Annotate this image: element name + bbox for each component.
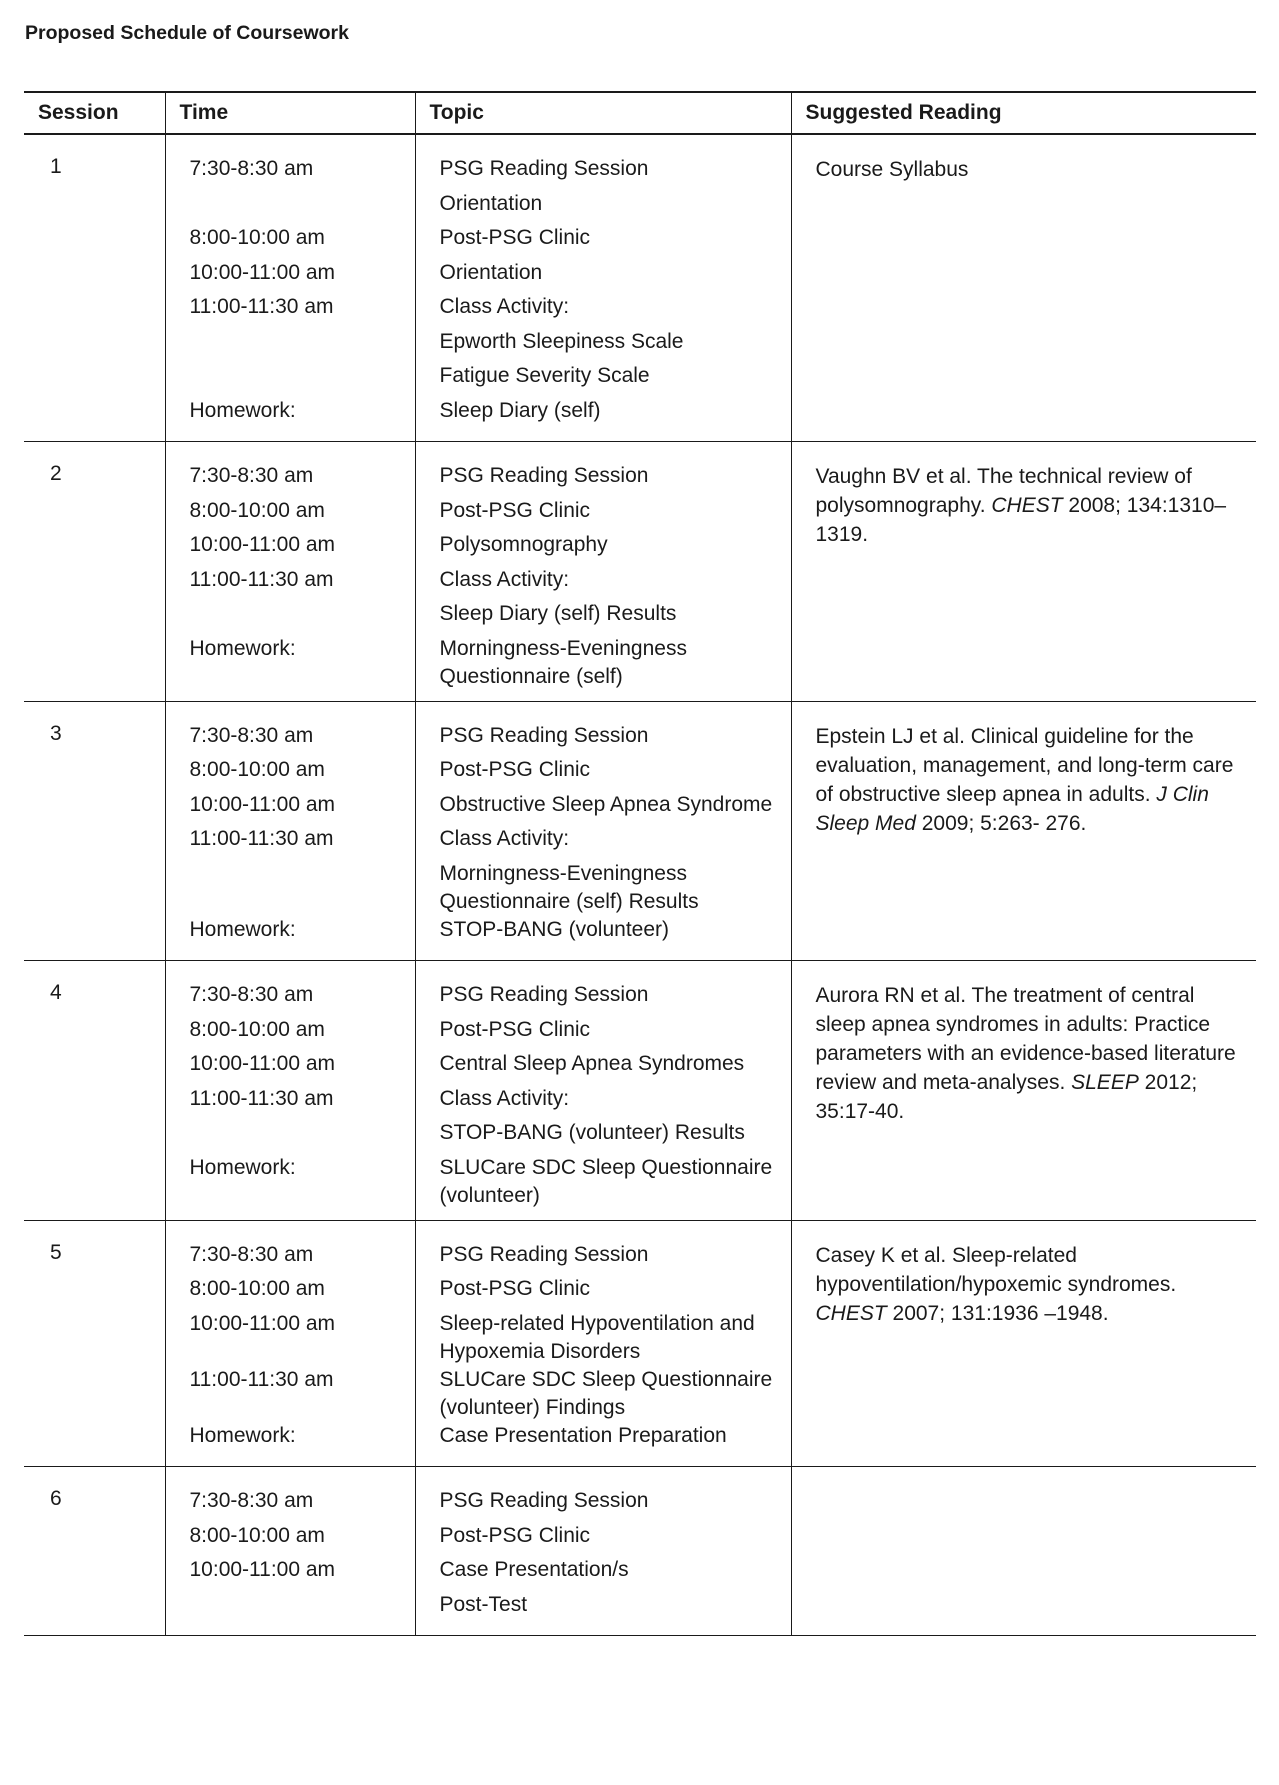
topic-item: Morningness-Eveningness Questionnaire (self) Results	[439, 861, 699, 913]
time-slot: 7:30-8:30 am	[189, 464, 314, 487]
reading-reference	[816, 155, 1247, 184]
reading-text: 2012; 35:17-40.	[815, 1071, 1198, 1123]
session-row	[24, 134, 1256, 442]
journal-name: J Clin Sleep Med	[815, 782, 1209, 835]
session-number: 1	[24, 134, 165, 442]
time-slot: 11:00-11:30 am	[189, 567, 334, 591]
topic-item: Class Activity:	[439, 1086, 570, 1110]
reading-cell	[791, 961, 1256, 1221]
reading-text: 2008; 134:1310–1319.	[815, 494, 1227, 546]
reading-text: Course Syllabus	[815, 158, 969, 181]
reading-text: 2009; 5:263- 276.	[915, 811, 1087, 835]
time-slot: Homework:	[189, 917, 296, 941]
header-suggested-reading: Suggested Reading	[791, 92, 1256, 134]
time-slot	[190, 362, 405, 397]
time-cell	[165, 961, 415, 1221]
topic-item: Sleep-related Hypoventilation and Hypoxemia Disorders	[439, 1311, 755, 1363]
time-slot: 11:00-11:30 am	[189, 827, 334, 850]
topic-item: Class Activity:	[439, 827, 570, 850]
reading-cell	[791, 701, 1256, 961]
topic-item: Class Activity:	[439, 295, 570, 318]
topic-item: Post-PSG Clinic	[439, 498, 591, 522]
time-slot	[190, 1591, 405, 1626]
reading-cell	[791, 1467, 1256, 1636]
time-slot: 7:30-8:30 am	[189, 157, 314, 180]
topic-cell	[415, 961, 791, 1221]
topic-item: PSG Reading Session	[439, 1242, 649, 1266]
time-slot: 10:00-11:00 am	[189, 260, 336, 284]
topic-item: Epworth Sleepiness Scale	[439, 329, 684, 353]
topic-item: PSG Reading Session	[439, 464, 649, 487]
header-session: Session	[24, 92, 165, 134]
topic-cell	[415, 1467, 791, 1636]
session-number: 4	[24, 961, 165, 1221]
time-slot: Homework:	[189, 1155, 296, 1179]
topic-item: SLUCare SDC Sleep Questionnaire (volunteer) Findings	[439, 1367, 773, 1419]
topic-item: Post-PSG Clinic	[439, 226, 591, 249]
time-slot: 10:00-11:00 am	[189, 1052, 336, 1075]
session-number: 6	[24, 1467, 165, 1636]
time-cell	[165, 134, 415, 442]
reading-text: Aurora RN et al. The treatment of central sleep apnea syndromes in adults: Practice parameters with an evidence-based literature review and meta-analyses.	[815, 984, 1236, 1094]
journal-name: SLEEP	[1071, 1071, 1139, 1094]
topic-cell	[415, 134, 791, 442]
reading-text: 2007; 131:1936 –1948.	[886, 1301, 1109, 1325]
topic-item: SLUCare SDC Sleep Questionnaire (volunteer)	[439, 1155, 773, 1207]
topic-item: PSG Reading Session	[439, 983, 649, 1006]
reading-reference	[816, 981, 1247, 1126]
topic-item: Post-PSG Clinic	[439, 1017, 591, 1041]
reading-cell	[791, 1220, 1256, 1467]
time-slot	[190, 600, 405, 635]
time-slot: 10:00-11:00 am	[189, 1311, 336, 1335]
topic-item: Post-PSG Clinic	[439, 758, 591, 781]
topic-item: Case Presentation Preparation	[439, 1423, 727, 1447]
topic-item: Morningness-Eveningness Questionnaire (self)	[439, 636, 687, 688]
time-slot: 8:00-10:00 am	[189, 1017, 325, 1041]
time-slot	[190, 328, 405, 363]
time-slot: Homework:	[189, 1423, 296, 1447]
session-row	[24, 1467, 1256, 1636]
reading-text: Vaughn BV et al. The technical review of polysomnography.	[815, 465, 1192, 517]
time-cell	[165, 1467, 415, 1636]
topic-item: Post-PSG Clinic	[439, 1277, 591, 1300]
time-slot: Homework:	[189, 398, 296, 422]
time-slot: 8:00-10:00 am	[189, 1277, 325, 1300]
time-slot: 11:00-11:30 am	[189, 295, 334, 318]
topic-item: Central Sleep Apnea Syndromes	[439, 1052, 745, 1075]
time-slot: 7:30-8:30 am	[189, 1489, 314, 1512]
session-number: 2	[24, 442, 165, 702]
topic-item: Sleep Diary (self)	[439, 398, 601, 422]
topic-item: Fatigue Severity Scale	[439, 364, 650, 387]
topic-item: PSG Reading Session	[439, 157, 649, 180]
topic-item: Class Activity:	[439, 567, 570, 591]
time-slot: 8:00-10:00 am	[189, 226, 325, 249]
page-title: Proposed Schedule of Coursework	[25, 22, 349, 44]
session-number: 5	[24, 1220, 165, 1467]
reading-reference	[816, 1241, 1247, 1328]
topic-cell	[415, 442, 791, 702]
time-cell	[165, 442, 415, 702]
topic-item: Orientation	[439, 260, 543, 284]
topic-item: Sleep Diary (self) Results	[439, 602, 677, 625]
time-slot: 7:30-8:30 am	[189, 723, 314, 747]
time-slot: 8:00-10:00 am	[189, 498, 325, 522]
topic-cell	[415, 1220, 791, 1467]
time-cell	[165, 701, 415, 961]
topic-item: STOP-BANG (volunteer) Results	[439, 1121, 745, 1144]
header-time: Time	[165, 92, 415, 134]
time-slot: 10:00-11:00 am	[189, 792, 336, 816]
session-row	[24, 1220, 1256, 1467]
reading-text: Casey K et al. Sleep-related hypoventilation/hypoxemic syndromes.	[815, 1243, 1177, 1296]
time-slot: 10:00-11:00 am	[189, 1558, 336, 1581]
time-slot: 7:30-8:30 am	[189, 1242, 314, 1266]
coursework-schedule-table	[24, 91, 1256, 1636]
time-slot: 8:00-10:00 am	[189, 758, 325, 781]
header-topic: Topic	[415, 92, 791, 134]
time-slot	[190, 190, 405, 225]
topic-item: STOP-BANG (volunteer)	[439, 917, 670, 941]
time-cell	[165, 1220, 415, 1467]
time-slot: 10:00-11:00 am	[189, 533, 336, 556]
topic-item: Case Presentation/s	[439, 1558, 629, 1581]
schedule-body	[24, 134, 1256, 1636]
topic-item: Post-Test	[439, 1592, 528, 1616]
journal-name: CHEST	[991, 494, 1063, 517]
time-slot: 8:00-10:00 am	[189, 1523, 325, 1547]
session-row	[24, 701, 1256, 961]
topic-item: Polysomnography	[439, 533, 608, 556]
reading-reference	[816, 462, 1247, 549]
time-slot	[190, 860, 405, 916]
session-row	[24, 961, 1256, 1221]
time-slot: 7:30-8:30 am	[189, 983, 314, 1006]
session-row	[24, 442, 1256, 702]
reading-cell	[791, 134, 1256, 442]
time-slot: Homework:	[189, 636, 296, 660]
topic-item: Obstructive Sleep Apnea Syndrome	[439, 792, 773, 816]
time-slot	[190, 1119, 405, 1154]
topic-cell	[415, 701, 791, 961]
time-slot: 11:00-11:30 am	[189, 1367, 334, 1391]
reading-reference	[816, 722, 1247, 838]
topic-item: PSG Reading Session	[439, 723, 649, 747]
session-number: 3	[24, 701, 165, 961]
topic-item: Post-PSG Clinic	[439, 1523, 591, 1547]
reading-cell	[791, 442, 1256, 702]
header-row	[24, 92, 1256, 134]
journal-name: CHEST	[815, 1301, 887, 1325]
reading-text: Epstein LJ et al. Clinical guideline for the evaluation, management, and long-term care of obstructive sleep apnea in adults.	[815, 724, 1234, 806]
time-slot: 11:00-11:30 am	[189, 1086, 334, 1110]
topic-item: PSG Reading Session	[439, 1489, 649, 1512]
topic-item: Orientation	[439, 191, 543, 215]
